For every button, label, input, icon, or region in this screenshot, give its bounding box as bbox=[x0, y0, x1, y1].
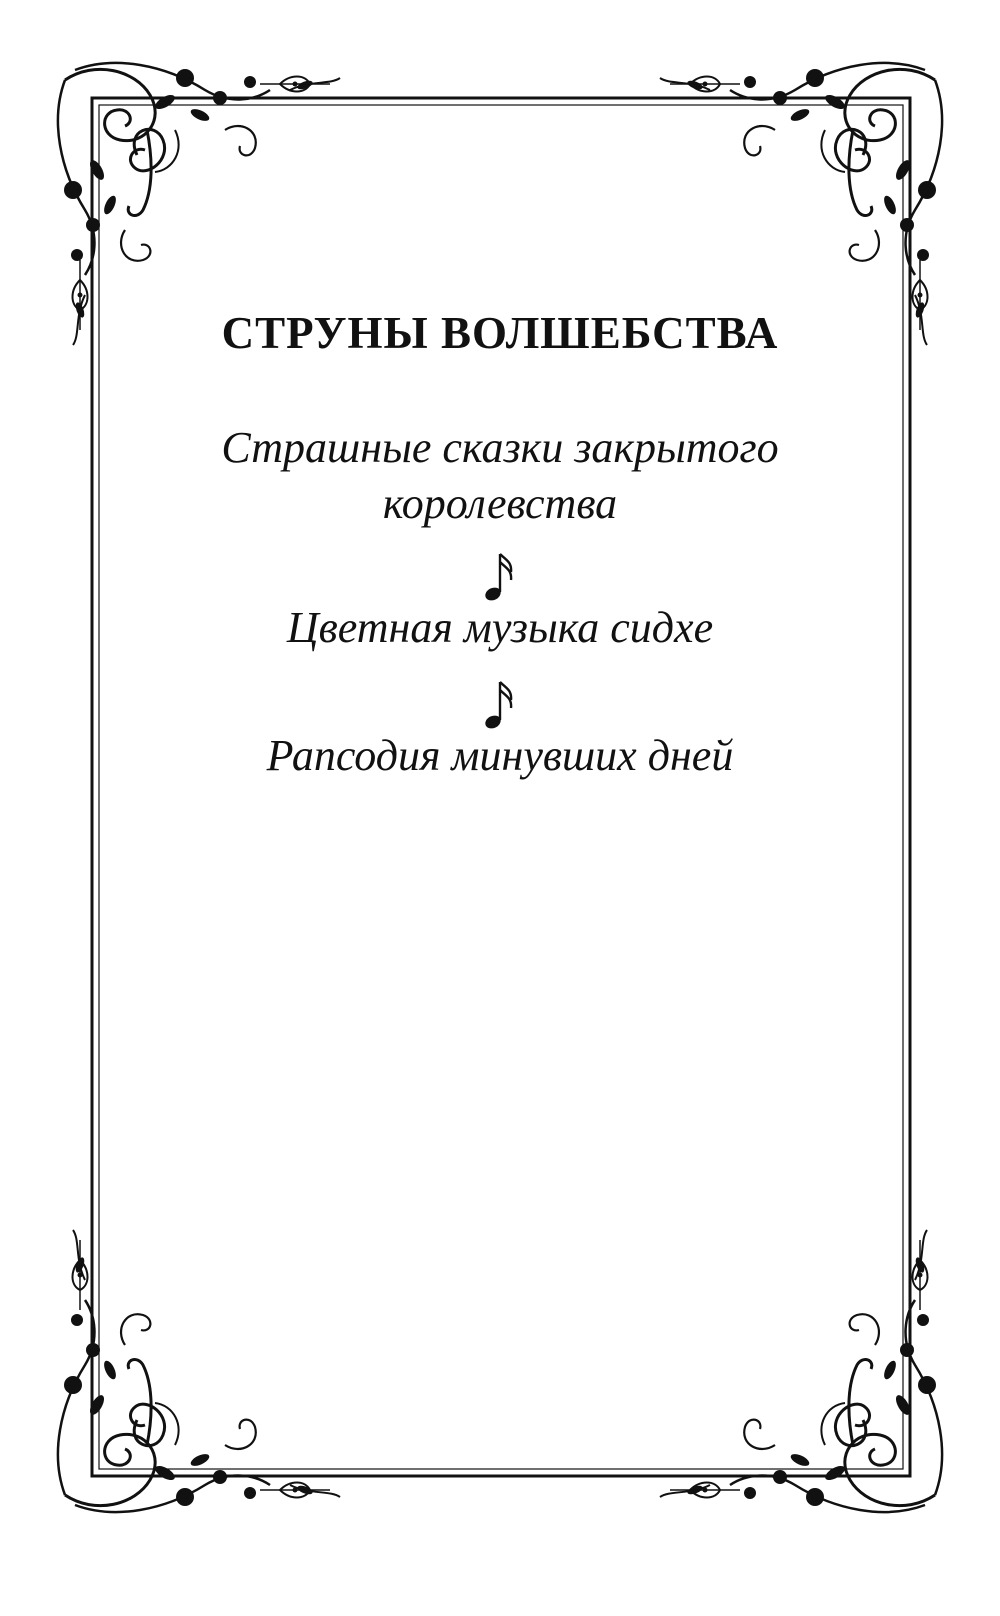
corner-ornament-bottom-left bbox=[58, 1230, 340, 1512]
series-title: СТРУНЫ ВОЛШЕБСТВА bbox=[221, 308, 779, 358]
book-title-2: Цветная музыка сидхе bbox=[286, 603, 714, 652]
book-title-3: Рапсодия минувших дней bbox=[266, 731, 734, 780]
book-title-1: Страшные сказки закрытого королевства bbox=[221, 423, 779, 528]
corner-ornament-bottom-right bbox=[660, 1230, 942, 1512]
sixteenth-note-icon bbox=[484, 676, 516, 732]
sixteenth-note-icon bbox=[484, 548, 516, 604]
